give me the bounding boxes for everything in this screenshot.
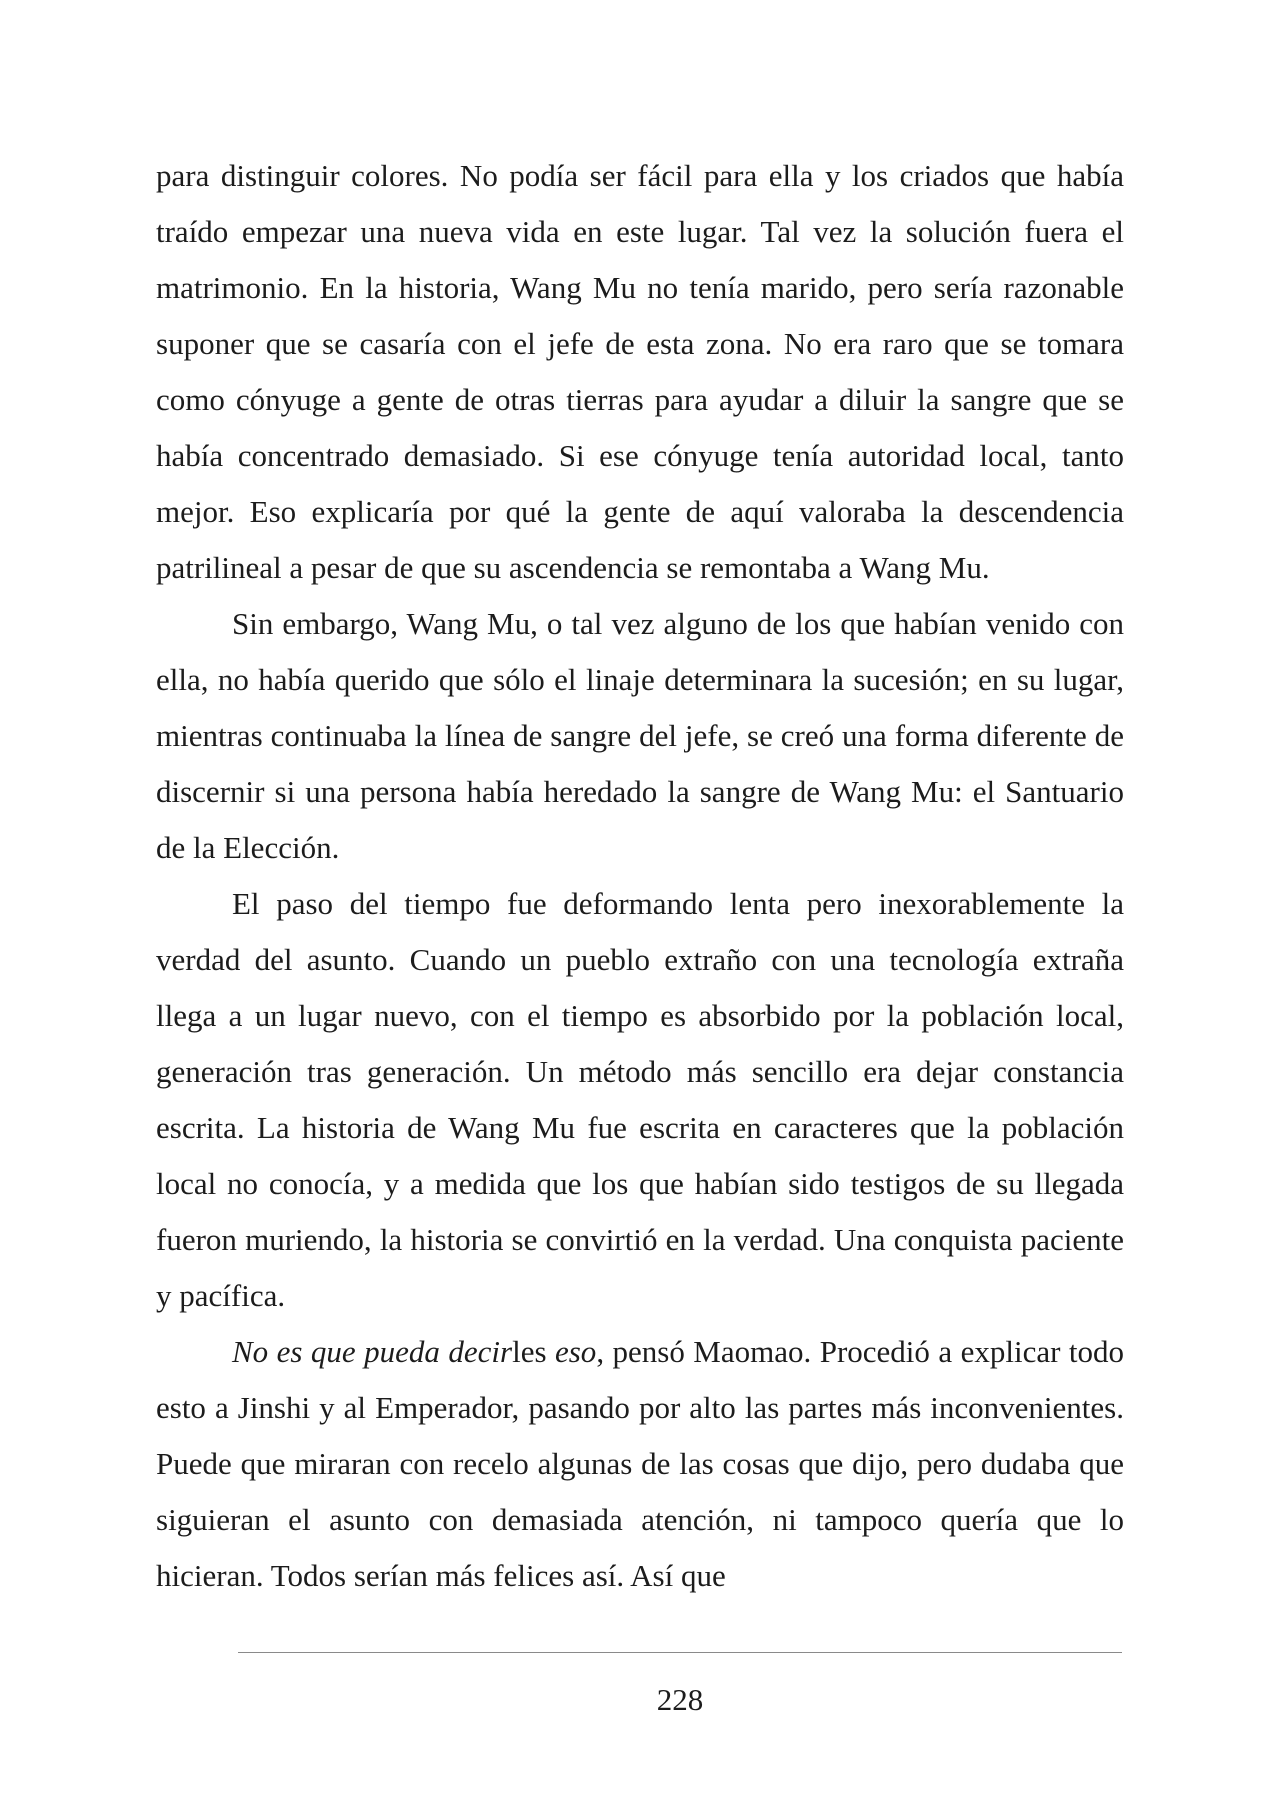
footer-divider	[238, 1652, 1122, 1653]
plain-text-1: les	[512, 1334, 555, 1369]
page-number: 228	[656, 1682, 704, 1717]
paragraph-1: para distinguir colores. No podía ser fácil para ella y los criados que había traído empezar una nueva vida en este lugar. Tal vez la solución fuera el matrimonio. En la historia, Wang Mu no tenía marido, pero sería razonable suponer que se casaría con el jefe de esta zona. No era raro que se tomara como cónyuge a gente de otras tierras para ayudar a diluir la sangre que se había concentrado demasiado. Si ese cónyuge tenía autoridad local, tanto mejor. Eso explicaría por qué la gente de aquí valoraba la descendencia patrilineal a pesar de que su ascendencia se remontaba a Wang Mu.	[156, 158, 1124, 585]
italic-phrase-1: No es que pueda decir	[232, 1334, 513, 1369]
italic-phrase-2: eso	[554, 1334, 597, 1369]
body-text	[156, 148, 1124, 1604]
plain-text-2: , pensó Maomao. Procedió a explicar todo esto a Jinshi y al Emperador, pasando por alto las partes más inconvenientes. Puede que miraran con recelo algunas de las cosas que dijo, pero dudaba que siguieran el asunto con demasiada atención, ni tampoco quería que lo hicieran. Todos serían más felices así. Así que	[156, 1334, 1125, 1593]
paragraph-4	[156, 1324, 1124, 1604]
paragraph-2: Sin embargo, Wang Mu, o tal vez alguno de los que habían venido con ella, no había querido que sólo el linaje determinara la sucesión; en su lugar, mientras continuaba la línea de sangre del jefe, se creó una forma diferente de discernir si una persona había heredado la sangre de Wang Mu: el Santuario de la Elección.	[156, 606, 1124, 865]
paragraph-3: El paso del tiempo fue deformando lenta pero inexorablemente la verdad del asunto. Cuando un pueblo extraño con una tecnología extraña llega a un lugar nuevo, con el tiempo es absorbido por la población local, generación tras generación. Un método más sencillo era dejar constancia escrita. La historia de Wang Mu fue escrita en caracteres que la población local no conocía, y a medida que los que habían sido testigos de su llegada fueron muriendo, la historia se convirtió en la verdad. Una conquista paciente y pacífica.	[156, 886, 1124, 1313]
